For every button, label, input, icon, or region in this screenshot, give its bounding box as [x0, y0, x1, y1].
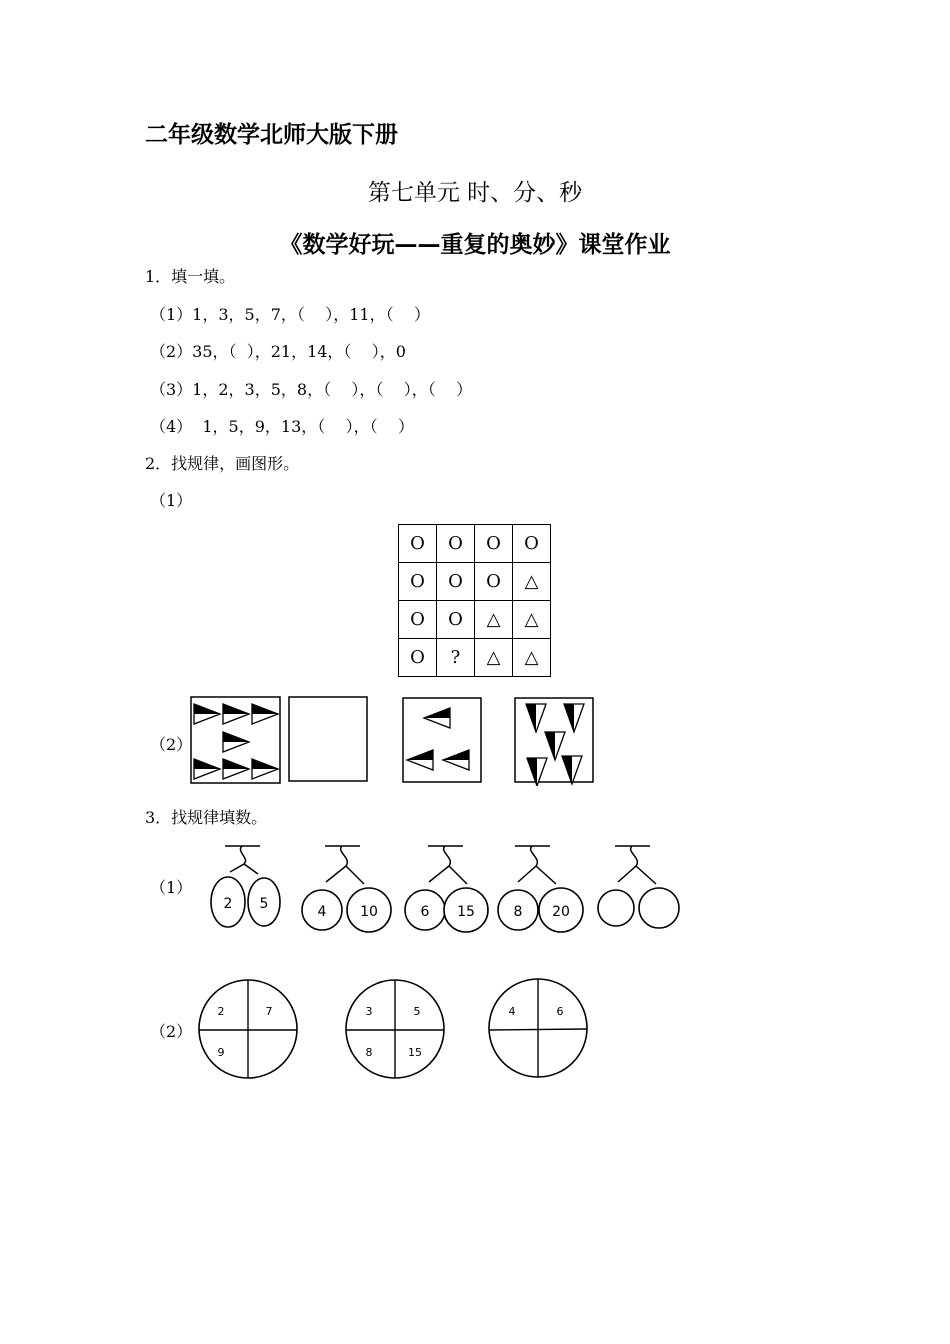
grid-cell: O: [399, 525, 437, 563]
circle-number: 9: [217, 1046, 225, 1059]
pattern-grid: [398, 524, 551, 677]
cherry-number: 2: [223, 896, 233, 912]
grid-cell: △: [475, 601, 513, 639]
pattern-box-1: [191, 697, 280, 783]
question-2-part-1-label: （1）: [150, 491, 193, 510]
cherry-pair-3: [405, 846, 488, 932]
cherry-pair-1: [211, 846, 280, 927]
question-3-part-1-label: （1）: [150, 878, 193, 897]
grid-cell: O: [475, 525, 513, 563]
grid-cell: O: [399, 601, 437, 639]
cherry-pairs: [200, 840, 690, 935]
triangle-pattern-boxes: [188, 694, 603, 786]
unit-title: 第七单元 时、分、秒: [367, 180, 583, 206]
cherry-pair-2: [302, 846, 391, 932]
flag-left-icon: [407, 750, 433, 770]
cherry-number: 4: [317, 904, 327, 920]
flag-right-icon: [252, 704, 278, 724]
cherry-number: 10: [360, 904, 378, 920]
flag-right-icon: [194, 759, 220, 779]
pattern-box-3: [403, 698, 481, 782]
pattern-box-answer: [289, 697, 367, 781]
divided-circle-1: [199, 980, 297, 1078]
grid-cell: O: [437, 563, 475, 601]
circle-number: 4: [508, 1005, 516, 1018]
divided-circle-3: [489, 979, 587, 1077]
grid-cell: O: [399, 563, 437, 601]
grid-cell: O: [475, 563, 513, 601]
grid-cell: O: [399, 639, 437, 677]
cherry-number: 20: [552, 904, 570, 920]
question-3-title: 3．找规律填数。: [145, 808, 268, 827]
flag-left-icon: [443, 750, 469, 770]
flag-down-icon: [562, 756, 582, 784]
grid-cell: O: [437, 601, 475, 639]
circle-number: 3: [365, 1005, 373, 1018]
cherry-number: 6: [420, 904, 430, 920]
question-3-part-2-label: （2）: [150, 1022, 193, 1041]
question-1-item-2: （2）35，（ ），21，14，（ ），0: [150, 342, 406, 361]
cherry-number: 15: [457, 904, 475, 920]
cherry-number: 5: [259, 896, 269, 912]
cherry-pair-4: [498, 846, 583, 932]
question-2-title: 2．找规律，画图形。: [145, 454, 300, 473]
cherry-number: 8: [513, 904, 523, 920]
flag-right-icon: [223, 732, 249, 752]
circle-number: 5: [413, 1005, 421, 1018]
grid-cell: △: [475, 639, 513, 677]
document-header: 二年级数学北师大版下册: [145, 122, 398, 148]
flag-left-icon: [424, 708, 450, 728]
question-2-part-2-label: （2）: [150, 735, 193, 754]
pattern-box-4: [515, 698, 593, 786]
lesson-title: 《数学好玩——重复的奥妙》课堂作业: [279, 232, 671, 258]
flag-down-icon: [564, 704, 584, 732]
grid-cell: △: [513, 639, 551, 677]
grid-cell-unknown: ?: [437, 639, 475, 677]
flag-right-icon: [223, 704, 249, 724]
circle-number: 6: [556, 1005, 564, 1018]
flag-right-icon: [252, 759, 278, 779]
divided-circle-2: [346, 980, 444, 1078]
circle-number: 8: [365, 1046, 373, 1059]
question-1-item-1: （1）1，3，5，7，（ ），11，（ ）: [150, 305, 430, 324]
cherry-pair-5-blank: [598, 846, 679, 928]
circle-number: 15: [408, 1046, 422, 1059]
circle-number: 7: [265, 1005, 273, 1018]
question-1-title: 1．填一填。: [145, 267, 236, 286]
grid-cell: △: [513, 563, 551, 601]
flag-right-icon: [223, 759, 249, 779]
flag-down-icon: [526, 704, 546, 732]
circle-number: 2: [217, 1005, 225, 1018]
question-1-item-3: （3）1，2，3，5，8，（ ），（ ），（ ）: [150, 380, 473, 399]
flag-right-icon: [194, 704, 220, 724]
grid-cell: O: [513, 525, 551, 563]
divided-circles: [190, 975, 600, 1085]
question-1-item-4: （4） 1，5，9，13，（ ），（ ）: [150, 417, 414, 436]
grid-cell: △: [513, 601, 551, 639]
grid-cell: O: [437, 525, 475, 563]
